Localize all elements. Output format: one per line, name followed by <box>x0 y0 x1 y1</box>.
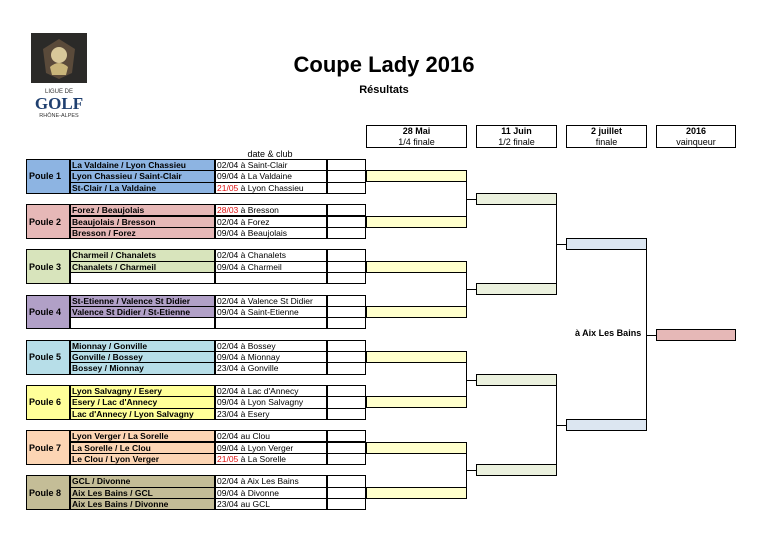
match-teams <box>70 272 215 284</box>
match-teams: Aix Les Bains / Divonne <box>70 498 215 510</box>
quarter-final-slot <box>366 261 467 273</box>
quarter-final-slot <box>366 487 467 499</box>
match-date: 21/05 <box>217 182 239 193</box>
match-teams: St-Etienne / Valence St Didier <box>70 295 215 307</box>
match-teams: Bresson / Forez <box>70 227 215 239</box>
match-teams: La Sorelle / Le Clou <box>70 442 215 454</box>
match-teams: Esery / Lac d'Annecy <box>70 396 215 408</box>
match-teams: Aix Les Bains / GCL <box>70 487 215 499</box>
match-date: 02/04 <box>217 250 239 261</box>
match-date: 09/04 <box>217 487 239 498</box>
round-header-final: 2 juillet finale <box>566 125 647 148</box>
poule-label: Poule 3 <box>26 249 70 284</box>
quarter-final-slot <box>366 442 467 454</box>
match-date: 21/05 <box>217 453 239 464</box>
match-date: 09/04 <box>217 397 239 408</box>
poule-label: Poule 7 <box>26 430 70 465</box>
poule-label: Poule 5 <box>26 340 70 375</box>
match-result <box>327 408 366 420</box>
date-club-header: date & club <box>247 149 293 159</box>
match-result <box>327 272 366 284</box>
poule-label: Poule 1 <box>26 159 70 194</box>
match-club: au Clou <box>238 431 270 442</box>
page-title: Coupe Lady 2016 <box>293 52 475 77</box>
match-date-club <box>215 453 327 465</box>
match-date: 02/04 <box>217 386 239 396</box>
semi-final-slot <box>476 193 557 205</box>
match-teams: Gonville / Bossey <box>70 351 215 363</box>
final-slot <box>566 419 647 431</box>
match-date-club <box>215 272 327 284</box>
match-date-club <box>215 227 327 239</box>
bracket-connector <box>466 380 476 381</box>
match-result <box>327 453 366 465</box>
svg-text:GOLF: GOLF <box>34 94 84 113</box>
match-date: 09/04 <box>217 171 239 182</box>
match-date-club <box>215 182 327 194</box>
match-teams: Beaujolais / Bresson <box>70 216 215 228</box>
match-club: à Bossey <box>238 340 276 351</box>
match-teams: GCL / Divonne <box>70 475 215 487</box>
page-subtitle: Résultats <box>359 84 409 96</box>
match-date: 09/04 <box>217 352 239 363</box>
match-club: à Esery <box>238 408 270 419</box>
round-header-quarter: 28 Mai 1/4 finale <box>366 125 467 148</box>
poule-label: Poule 4 <box>26 295 70 330</box>
match-club: à La Valdaine <box>238 171 292 182</box>
match-date: 23/04 <box>217 499 239 509</box>
match-club: à Lyon Verger <box>238 442 294 453</box>
match-teams <box>70 317 215 329</box>
match-teams: Lyon Salvagny / Esery <box>70 385 215 397</box>
match-date: 02/04 <box>217 160 239 170</box>
poule-label: Poule 2 <box>26 204 70 239</box>
match-date: 09/04 <box>217 227 239 238</box>
match-date: 28/03 <box>217 205 239 216</box>
match-date: 02/04 <box>217 216 239 227</box>
bracket-connector <box>466 289 476 290</box>
match-date: 02/04 <box>217 476 239 487</box>
semi-final-slot <box>476 464 557 476</box>
match-teams: Chanalets / Charmeil <box>70 261 215 273</box>
match-teams: Valence St Didier / St-Etienne <box>70 306 215 318</box>
match-teams: St-Clair / La Valdaine <box>70 182 215 194</box>
match-teams: Lyon Chassieu / Saint-Clair <box>70 170 215 182</box>
bracket-connector <box>556 244 566 245</box>
quarter-final-slot <box>366 351 467 363</box>
match-teams: Forez / Beaujolais <box>70 204 215 216</box>
match-result <box>327 317 366 329</box>
match-club: à Lyon Chassieu <box>238 182 304 193</box>
match-club: à Lac d'Annecy <box>238 386 299 396</box>
match-club: à Charmeil <box>238 261 282 272</box>
match-date: 02/04 <box>217 340 239 351</box>
poule-label: Poule 6 <box>26 385 70 420</box>
winner-slot <box>656 329 736 341</box>
match-club: à Forez <box>238 216 270 227</box>
venue-label: à Aix Les Bains <box>575 328 642 338</box>
final-slot <box>566 238 647 250</box>
match-teams: Le Clou / Lyon Verger <box>70 453 215 465</box>
semi-final-slot <box>476 374 557 386</box>
match-date-club <box>215 498 327 510</box>
match-result <box>327 498 366 510</box>
match-club: à La Sorelle <box>238 453 287 464</box>
match-teams: Bossey / Mionnay <box>70 362 215 374</box>
quarter-final-slot <box>366 170 467 182</box>
match-club: à Gonville <box>238 363 279 374</box>
quarter-final-slot <box>366 396 467 408</box>
match-result <box>327 182 366 194</box>
match-club: à Divonne <box>238 487 279 498</box>
bracket-connector <box>466 470 476 471</box>
match-date-club <box>215 408 327 420</box>
match-date: 02/04 <box>217 295 239 306</box>
bracket-connector <box>646 335 656 336</box>
match-date: 09/04 <box>217 442 239 453</box>
match-club: à Lyon Salvagny <box>238 397 304 408</box>
match-teams: La Valdaine / Lyon Chassieu <box>70 159 215 171</box>
match-club: à Beaujolais <box>238 227 287 238</box>
match-teams: Mionnay / Gonville <box>70 340 215 352</box>
match-club: au GCL <box>238 499 270 509</box>
match-result <box>327 362 366 374</box>
match-date-club <box>215 362 327 374</box>
match-teams: Lyon Verger / La Sorelle <box>70 430 215 442</box>
match-result <box>327 227 366 239</box>
match-date: 09/04 <box>217 261 239 272</box>
svg-text:RHÔNE-ALPES: RHÔNE-ALPES <box>39 113 79 119</box>
bracket-connector <box>556 425 566 426</box>
match-date-club <box>215 317 327 329</box>
match-club: à Valence St Didier <box>238 295 313 306</box>
round-header-semi: 11 Juin 1/2 finale <box>476 125 557 148</box>
match-date: 02/04 <box>217 431 239 442</box>
semi-final-slot <box>476 283 557 295</box>
match-club: à Saint-Clair <box>238 160 288 170</box>
match-club: à Mionnay <box>238 352 280 363</box>
match-club: à Chanalets <box>238 250 287 261</box>
match-date: 23/04 <box>217 408 239 419</box>
match-club: à Saint-Etienne <box>238 306 299 317</box>
match-date: 23/04 <box>217 363 239 374</box>
svg-text:LIGUE DE: LIGUE DE <box>44 89 74 95</box>
bracket-connector <box>466 199 476 200</box>
match-teams: Lac d'Annecy / Lyon Salvagny <box>70 408 215 420</box>
quarter-final-slot <box>366 216 467 228</box>
poule-label: Poule 8 <box>26 475 70 510</box>
match-club: à Aix Les Bains <box>238 476 299 487</box>
match-teams: Charmeil / Chanalets <box>70 249 215 261</box>
quarter-final-slot <box>366 306 467 318</box>
match-club: à Bresson <box>238 205 279 216</box>
round-header-winner: 2016 vainqueur <box>656 125 736 148</box>
match-date: 09/04 <box>217 306 239 317</box>
